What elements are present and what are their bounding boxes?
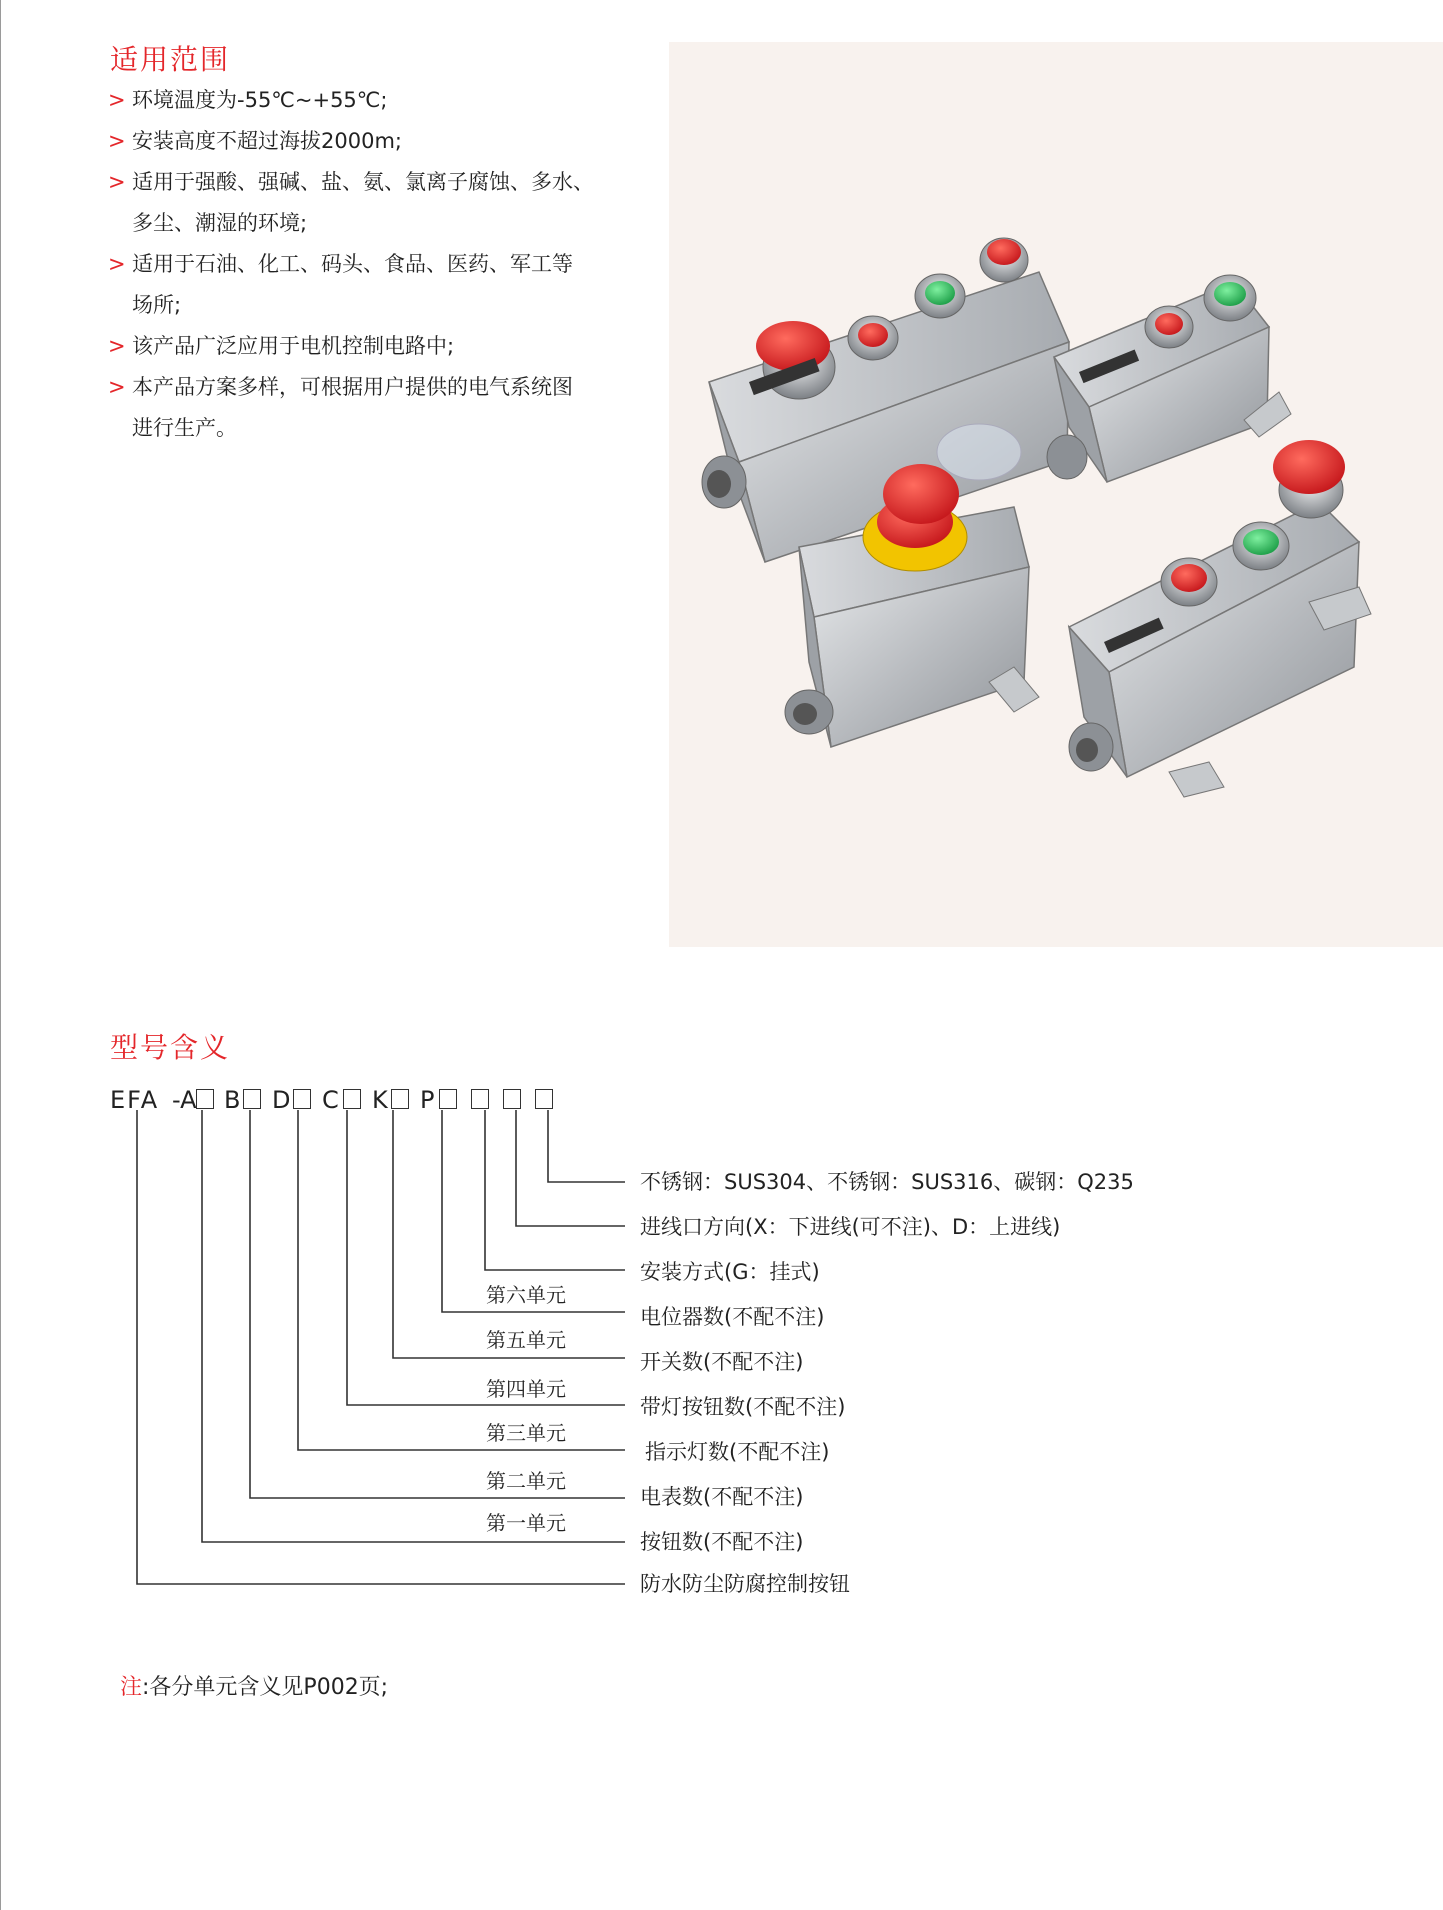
leader-line — [347, 1110, 625, 1405]
leader-line — [516, 1110, 625, 1226]
scope-item-line: 适用于石油、化工、码头、食品、医药、军工等 — [132, 252, 573, 276]
arrow-icon: > — [108, 334, 126, 358]
code-part: C — [322, 1086, 339, 1114]
scope-item-line: 环境温度为-55℃~+55℃; — [132, 88, 388, 112]
scope-item — [108, 121, 668, 162]
code-box — [503, 1089, 521, 1109]
arrow-icon: > — [108, 129, 126, 153]
description-label: 防水防尘防腐控制按钮 — [640, 1572, 850, 1596]
leader-line — [393, 1110, 625, 1358]
code-part: -A — [172, 1086, 197, 1114]
description-label: 不锈钢：SUS304、不锈钢：SUS316、碳钢：Q235 — [640, 1170, 1134, 1194]
scope-item-line: 安装高度不超过海拔2000m; — [132, 129, 402, 153]
leader-line — [250, 1110, 625, 1498]
description-label: 电表数(不配不注) — [640, 1485, 804, 1509]
unit-label: 第一单元 — [486, 1511, 566, 1535]
scope-item-line: 多尘、潮湿的环境; — [132, 211, 308, 235]
scope-item-line: 适用于强酸、强碱、盐、氨、氯离子腐蚀、多水、 — [132, 170, 594, 194]
scope-item — [108, 244, 668, 326]
scope-item-line: 进行生产。 — [132, 416, 237, 440]
footnote-text: :各分单元含义见P002页; — [142, 1675, 389, 1700]
page-edge-line — [0, 0, 1, 1910]
footnote-label: 注 — [120, 1675, 143, 1700]
description-label: 指示灯数(不配不注) — [645, 1440, 830, 1464]
model-heading: 型号含义 — [110, 1031, 231, 1064]
unit-label: 第四单元 — [486, 1377, 566, 1401]
unit-label: 第六单元 — [486, 1283, 566, 1307]
arrow-icon: > — [108, 375, 126, 399]
scope-item-line: 该产品广泛应用于电机控制电路中; — [132, 334, 455, 358]
description-label: 安装方式(G：挂式) — [640, 1260, 820, 1284]
scope-item — [108, 326, 668, 367]
footnote — [120, 1670, 388, 1701]
unit-label: 第三单元 — [486, 1421, 566, 1445]
arrow-icon: > — [108, 170, 126, 194]
arrow-icon: > — [108, 252, 126, 276]
code-box — [293, 1089, 311, 1109]
box-two-button — [1047, 275, 1291, 482]
description-label: 电位器数(不配不注) — [640, 1305, 825, 1329]
code-box — [439, 1089, 457, 1109]
leader-line — [485, 1110, 625, 1270]
description-label: 开关数(不配不注) — [640, 1350, 804, 1374]
scope-item-line: 场所; — [132, 293, 182, 317]
scope-item — [108, 162, 668, 244]
leader-line — [298, 1110, 625, 1450]
code-box — [535, 1089, 553, 1109]
code-box — [343, 1089, 361, 1109]
description-label: 带灯按钮数(不配不注) — [640, 1395, 846, 1419]
scope-list — [108, 80, 668, 449]
code-part: P — [420, 1086, 435, 1114]
code-part: EFA — [110, 1086, 160, 1114]
code-box — [471, 1089, 489, 1109]
scope-heading: 适用范围 — [110, 43, 231, 76]
box-three-button-estop — [1069, 440, 1371, 797]
description-label: 按钮数(不配不注) — [640, 1530, 804, 1554]
code-box — [391, 1089, 409, 1109]
code-box — [196, 1089, 214, 1109]
unit-label: 第二单元 — [486, 1469, 566, 1493]
code-part: K — [372, 1086, 388, 1114]
code-part: D — [272, 1086, 291, 1114]
scope-item — [108, 367, 668, 449]
leader-line — [548, 1110, 625, 1182]
unit-label: 第五单元 — [486, 1328, 566, 1352]
description-label: 进线口方向(X：下进线(可不注)、D：上进线) — [640, 1215, 1061, 1239]
control-boxes-illustration — [669, 42, 1443, 947]
product-photo — [669, 42, 1443, 947]
code-part: B — [224, 1086, 241, 1114]
scope-item-line: 本产品方案多样，可根据用户提供的电气系统图 — [132, 375, 573, 399]
arrow-icon: > — [108, 88, 126, 112]
code-box — [243, 1089, 261, 1109]
scope-item — [108, 80, 668, 121]
